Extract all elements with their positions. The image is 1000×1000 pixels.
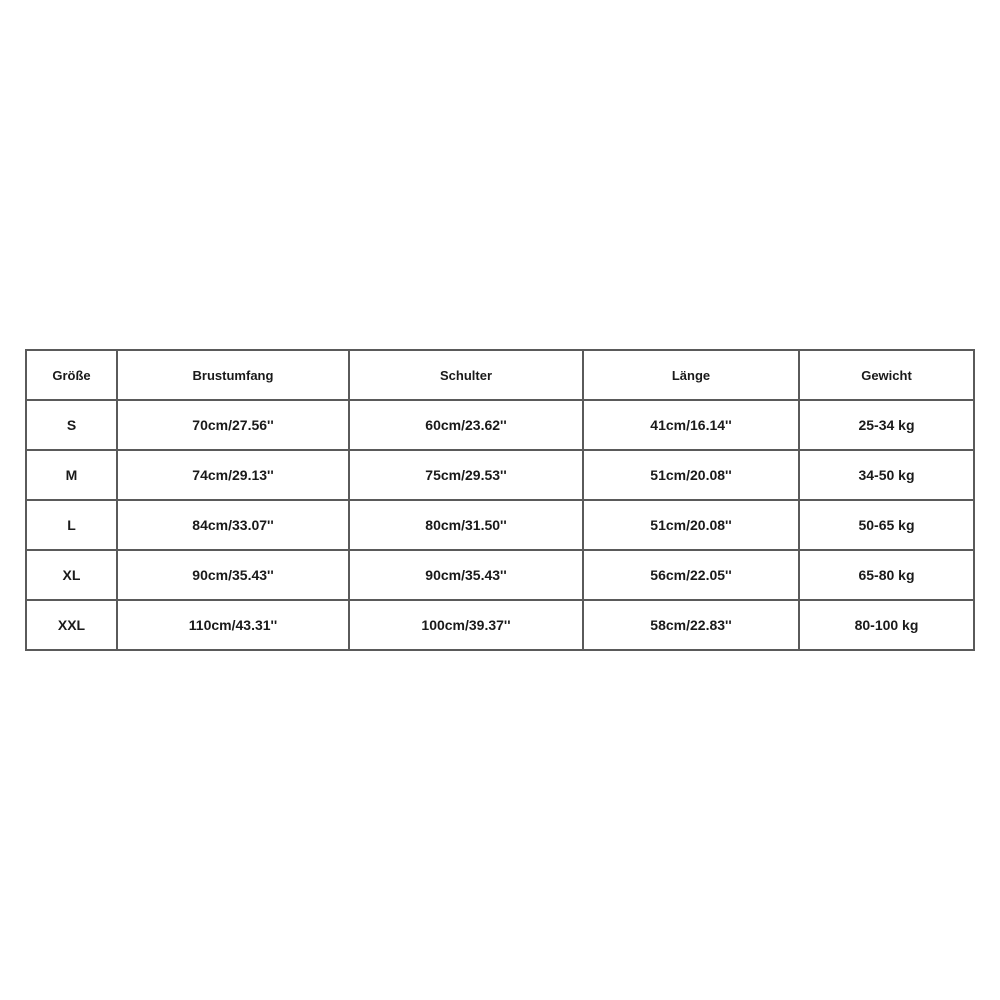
cell-shoulder: 60cm/23.62'' [349,400,583,450]
cell-chest: 84cm/33.07'' [117,500,349,550]
cell-length: 51cm/20.08'' [583,450,799,500]
table-header-row [26,350,974,400]
cell-weight: 65-80 kg [799,550,974,600]
cell-length: 58cm/22.83'' [583,600,799,650]
cell-length: 56cm/22.05'' [583,550,799,600]
cell-weight: 34-50 kg [799,450,974,500]
cell-size: L [26,500,117,550]
table-row [26,400,974,450]
header-size: Größe [26,350,117,400]
cell-size: XXL [26,600,117,650]
cell-length: 41cm/16.14'' [583,400,799,450]
cell-size: S [26,400,117,450]
table-row [26,600,974,650]
table-row [26,450,974,500]
cell-length: 51cm/20.08'' [583,500,799,550]
cell-shoulder: 90cm/35.43'' [349,550,583,600]
header-weight: Gewicht [799,350,974,400]
cell-shoulder: 80cm/31.50'' [349,500,583,550]
table-row [26,550,974,600]
cell-shoulder: 75cm/29.53'' [349,450,583,500]
cell-weight: 50-65 kg [799,500,974,550]
header-chest: Brustumfang [117,350,349,400]
cell-chest: 110cm/43.31'' [117,600,349,650]
table-row [26,500,974,550]
cell-shoulder: 100cm/39.37'' [349,600,583,650]
header-shoulder: Schulter [349,350,583,400]
cell-chest: 74cm/29.13'' [117,450,349,500]
cell-size: M [26,450,117,500]
cell-chest: 90cm/35.43'' [117,550,349,600]
size-chart-table [25,349,975,651]
cell-weight: 80-100 kg [799,600,974,650]
cell-size: XL [26,550,117,600]
cell-chest: 70cm/27.56'' [117,400,349,450]
cell-weight: 25-34 kg [799,400,974,450]
header-length: Länge [583,350,799,400]
